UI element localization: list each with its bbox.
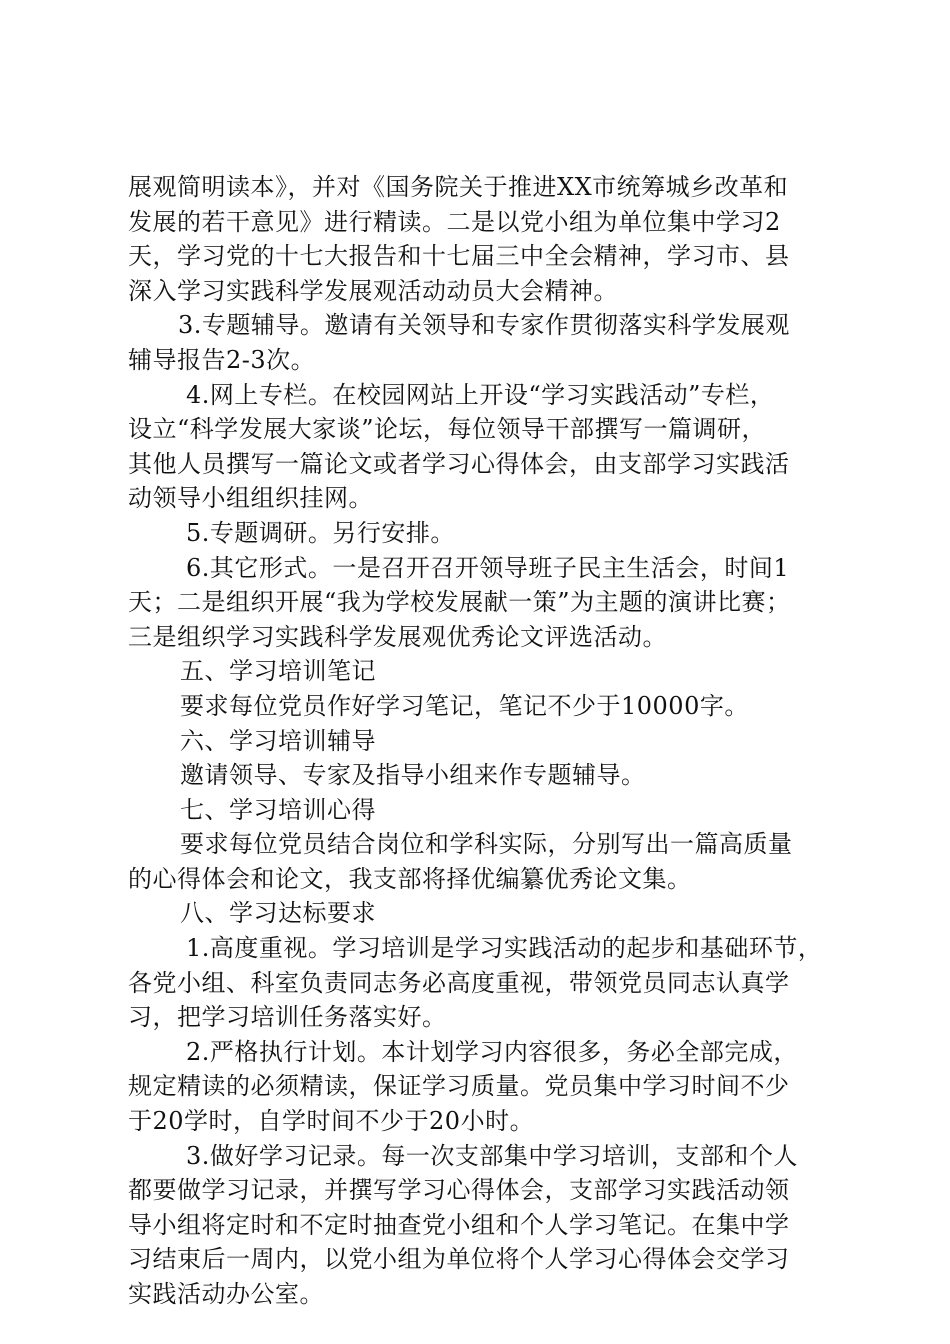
text-line: 规定精读的必须精读，保证学习质量。党员集中学习时间不少 — [128, 1072, 790, 1101]
text-line: 七、学习培训心得 — [180, 795, 376, 824]
text-line: 6.其它形式。一是召开召开领导班子民主生活会，时间1 — [186, 553, 790, 582]
text-line: 习结束后一周内，以党小组为单位将个人学习心得体会交学习 — [128, 1245, 790, 1274]
text-line: 三是组织学习实践科学发展观优秀论文评选活动。 — [128, 622, 667, 651]
text-line: 5.专题调研。另行安排。 — [186, 518, 455, 547]
text-line: 习，把学习培训任务落实好。 — [128, 1003, 447, 1032]
text-line: 发展的若干意见》进行精读。二是以党小组为单位集中学习2 — [128, 207, 781, 236]
text-line: 1.高度重视。学习培训是学习实践活动的起步和基础环节， — [186, 934, 823, 963]
document-body — [128, 170, 843, 1312]
text-line: 各党小组、科室负责同志务必高度重视，带领党员同志认真学 — [128, 968, 790, 997]
text-line: 要求每位党员结合岗位和学科实际，分别写出一篇高质量 — [180, 830, 793, 859]
text-line: 天；二是组织开展“我为学校发展献一策”为主题的演讲比赛； — [128, 588, 791, 617]
text-line: 实践活动办公室。 — [128, 1280, 324, 1308]
text-line: 导小组将定时和不定时抽查党小组和个人学习笔记。在集中学 — [128, 1210, 790, 1239]
text-line: 邀请领导、专家及指导小组来作专题辅导。 — [180, 761, 646, 790]
text-line: 3.专题辅导。邀请有关领导和专家作贯彻落实科学发展观 — [178, 311, 790, 340]
text-line: 辅导报告2-3次。 — [128, 345, 316, 374]
text-line: 的心得体会和论文，我支部将择优编纂优秀论文集。 — [128, 864, 692, 893]
text-line: 八、学习达标要求 — [180, 899, 376, 928]
text-line: 天，学习党的十七大报告和十七届三中全会精神，学习市、县 — [128, 242, 790, 271]
text-line: 动领导小组组织挂网。 — [128, 484, 373, 513]
text-line: 五、学习培训笔记 — [180, 657, 376, 686]
text-line: 于20学时，自学时间不少于20小时。 — [128, 1107, 535, 1136]
text-line: 其他人员撰写一篇论文或者学习心得体会，由支部学习实践活 — [128, 449, 790, 478]
text-line: 都要做学习记录，并撰写学习心得体会，支部学习实践活动领 — [128, 1176, 790, 1205]
text-line: 展观简明读本》，并对《国务院关于推进XX市统筹城乡改革和 — [128, 173, 789, 201]
text-line: 六、学习培训辅导 — [180, 726, 376, 755]
text-line: 4.网上专栏。在校园网站上开设“学习实践活动”专栏， — [186, 380, 775, 409]
text-line: 要求每位党员作好学习笔记，笔记不少于10000字。 — [180, 691, 749, 720]
text-line: 3.做好学习记录。每一次支部集中学习培训，支部和个人 — [186, 1141, 798, 1170]
text-line: 2.严格执行计划。本计划学习内容很多，务必全部完成， — [186, 1037, 798, 1066]
text-line: 深入学习实践科学发展观活动动员大会精神。 — [128, 276, 618, 305]
text-line: 设立“科学发展大家谈”论坛，每位领导干部撰写一篇调研， — [128, 415, 767, 444]
